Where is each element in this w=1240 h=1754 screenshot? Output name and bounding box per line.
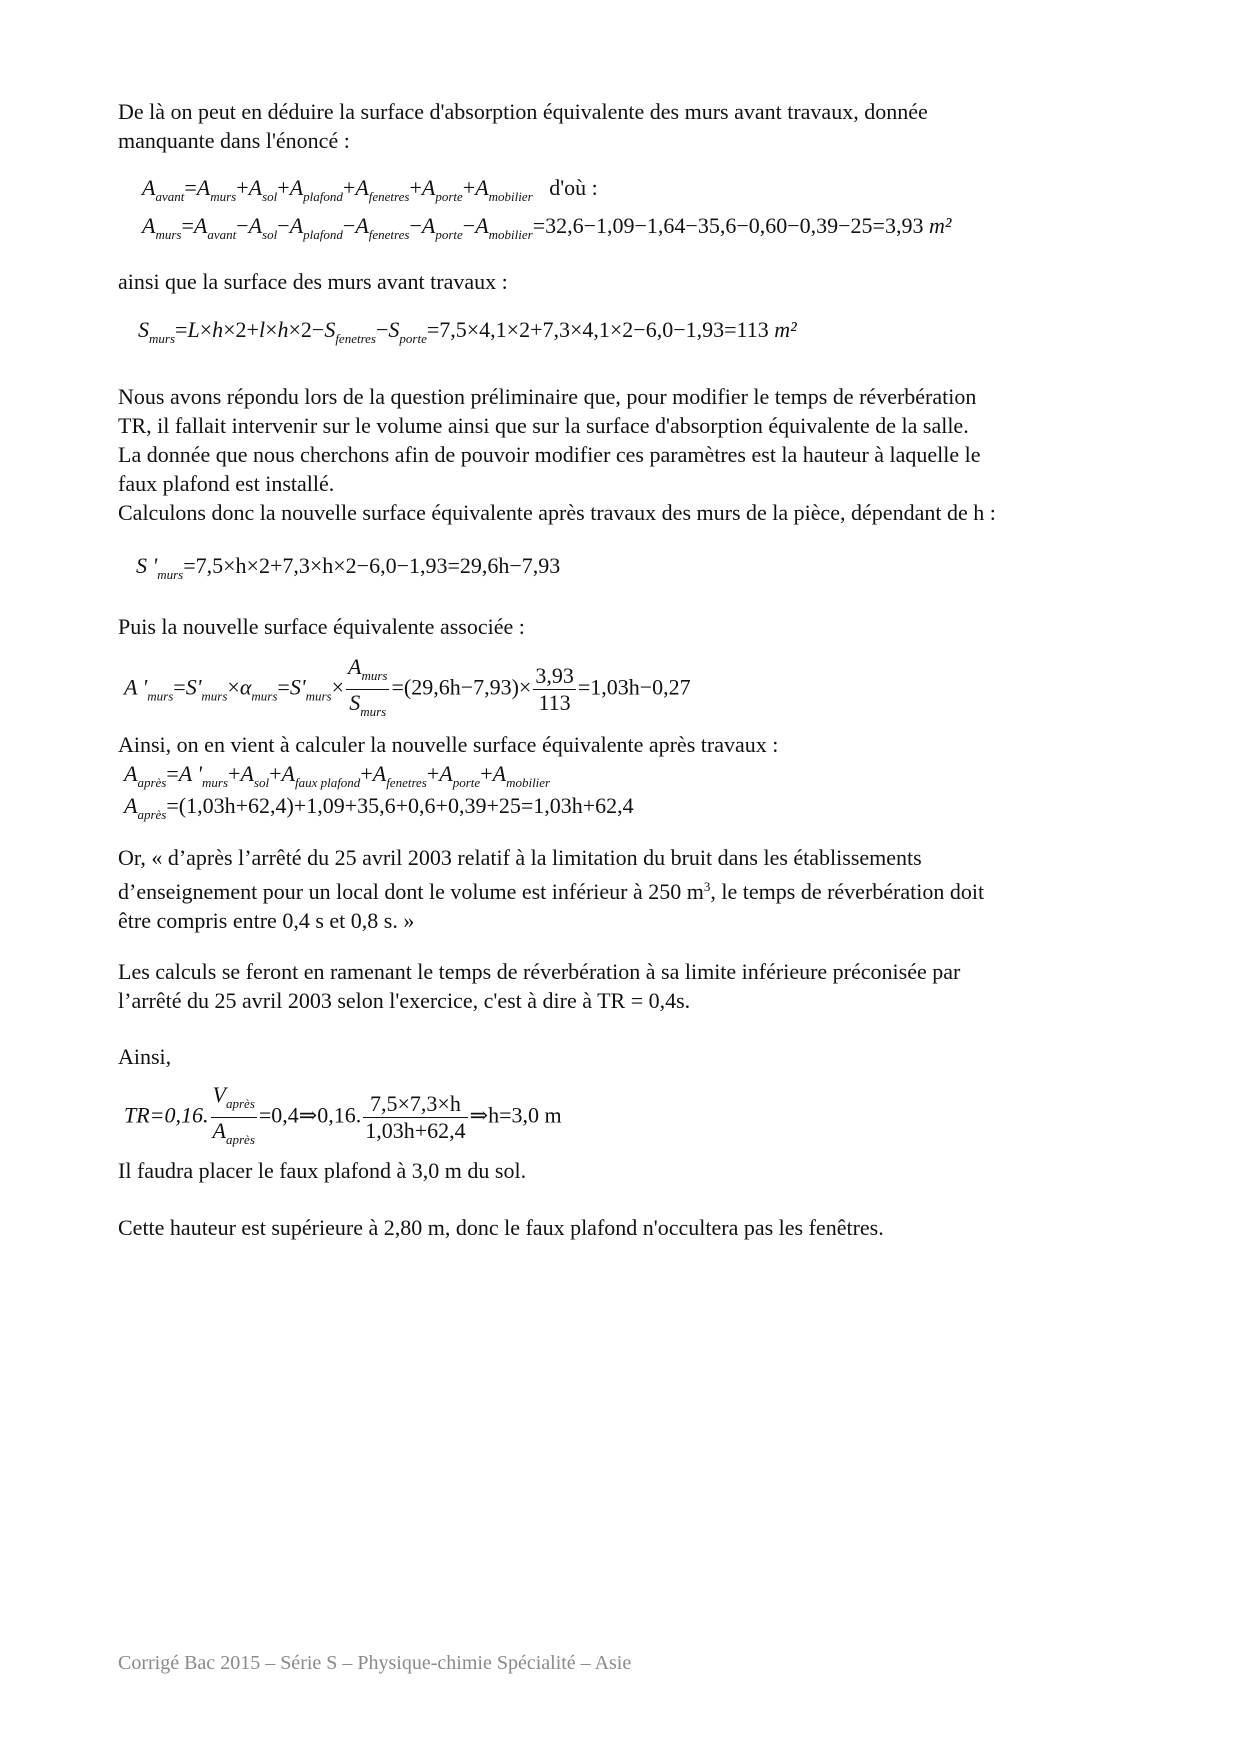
paragraph-arrete (118, 843, 1138, 935)
equation-s-murs: $S_{murs}=L\times h\times 2+l\times h\times 2-S_{fenetres}-S_{porte}=7,5\times 4,1\times 2+7,3\times 4,1\times 2-6,0-1,93=113$ m² (138, 317, 797, 346)
equation-connector: d'où : (549, 175, 598, 200)
superscript: 3 (703, 879, 711, 894)
page-footer: Corrigé Bac 2015 – Série S – Physique-chimie Spécialité – Asie (118, 1652, 632, 1674)
equation-a-murs: $A_{murs}=A_{avant}-A_{sol}-A_{plafond}-A_{fenetres}-A_{porte}-A_{mobilier}=32,6-1,09-1,64-35,6-0,60-0,39-25=3,93$ m² (142, 213, 952, 242)
fraction-ratio (533, 663, 576, 716)
text-line: Nous avons répondu lors de la question préliminaire que, pour modifier le temps de réverbération (118, 384, 977, 409)
equation-result: ⇒h=3,0 m (469, 1102, 562, 1128)
equation-tr (124, 1082, 562, 1153)
text-line: TR, il fallait intervenir sur le volume ainsi que sur la surface d'absorption équivalente de la salle. (118, 413, 969, 438)
equation-result: =1,03h−0,27 (577, 674, 691, 700)
paragraph-intro (118, 97, 1138, 155)
text-line: De là on peut en déduire la surface d'absorption équivalente des murs avant travaux, donnée (118, 99, 928, 124)
paragraph-calculs (118, 957, 1138, 1015)
equation-values: =(29,6h−7,93)× (391, 674, 532, 700)
text-line: La donnée que nous cherchons afin de pouvoir modifier ces paramètres est la hauteur à laquelle le (118, 442, 981, 467)
paragraph-surface-murs: ainsi que la surface des murs avant travaux : (118, 269, 508, 294)
fraction-denominator: 113 (538, 690, 571, 715)
equation-s-prime-murs: S '$_{murs}=7,5\times h\times 2+7,3\times h\times 2-6,0-1,93=29,6h-7,93$ (136, 553, 561, 582)
fraction-v-over-a: $\frac{V_{après}}{A_{après}}$ (212, 1082, 255, 1147)
equation-values: =0,4⇒0,16. (258, 1102, 362, 1128)
paragraph-final: Cette hauteur est supérieure à 2,80 m, donc le faux plafond n'occultera pas les fenêtres. (118, 1215, 884, 1240)
equation-values: =7,5×h×2+7,3×h×2−6,0−1,93=29,6h−7,93 (183, 553, 561, 578)
equation-values: =32,6−1,09−1,64−35,6−0,60−0,39−25=3,93 (532, 213, 924, 238)
equation-a-avant: $A_{avant}=A_{murs}+A_{sol}+A_{plafond}+A_{fenetres}+A_{porte}+A_{mobilier}$ d'où : (142, 175, 598, 204)
text-line: faux plafond est installé. (118, 471, 335, 496)
paragraph-question (118, 382, 1138, 527)
text-line: Les calculs se feront en ramenant le temps de réverbération à sa limite inférieure préconisée par (118, 959, 961, 984)
fraction-numerator: 3,93 (535, 663, 574, 688)
fraction-numerator: 7,5×7,3×h (363, 1091, 467, 1118)
text-line: Calculons donc la nouvelle surface équivalente après travaux des murs de la pièce, dépendant de h : (118, 500, 996, 525)
equation-prefix: TR=0,16. (124, 1102, 209, 1128)
fraction-a-over-s: $\frac{A_{murs}}{S_{murs}}$ (348, 654, 388, 719)
unit-label: m² (774, 317, 797, 342)
paragraph-calcul-apres: Ainsi, on en vient à calculer la nouvelle surface équivalente après travaux : (118, 732, 779, 757)
text-line: être compris entre 0,4 s et 0,8 s. » (118, 908, 415, 933)
text-line: , le temps de réverbération doit (710, 879, 985, 904)
paragraph-surface-associee: Puis la nouvelle surface équivalente associée : (118, 614, 525, 639)
equation-values: =(1,03h+62,4)+1,09+35,6+0,6+0,39+25=1,03h+62,4 (166, 793, 634, 818)
unit-label: m² (928, 213, 952, 238)
paragraph-ainsi: Ainsi, (118, 1044, 172, 1069)
fraction-denominator: 1,03h+62,4 (365, 1118, 466, 1143)
fraction-h (363, 1091, 467, 1144)
text-line: manquante dans l'énoncé : (118, 128, 350, 153)
equation-a-apres-def: $A_{après}=A$ '$_{murs}+A_{sol}+A_{faux plafond}+A_{fenetres}+A_{porte}+A_{mobilier}$ (124, 761, 551, 790)
equation-a-prime-murs: A '$_{murs}=S'_{murs}\times\alpha_{murs}=S'_{murs}\times$ $\frac{A_{murs}}{S_{murs}}$ =(29,6h−7,93)× $\frac{3,93}{113}$ =1,03h−0,27 (124, 654, 691, 725)
text-line: Or, « d’après l’arrêté du 25 avril 2003 relatif à la limitation du bruit dans les établissements (118, 845, 922, 870)
equation-values: =7,5×4,1×2+7,3×4,1×2−6,0−1,93=113 (426, 317, 769, 342)
text-line: l’arrêté du 25 avril 2003 selon l'exercice, c'est à dire à TR = 0,4s. (118, 988, 691, 1013)
paragraph-conclusion: Il faudra placer le faux plafond à 3,0 m du sol. (118, 1158, 527, 1183)
equation-a-apres-value: $A_{après}=(1,03h+62,4)+1,09+35,6+0,6+0,39+25=1,03h+62,4$ (124, 793, 634, 822)
text-line: d’enseignement pour un local dont le volume est inférieur à 250 m (118, 879, 704, 904)
